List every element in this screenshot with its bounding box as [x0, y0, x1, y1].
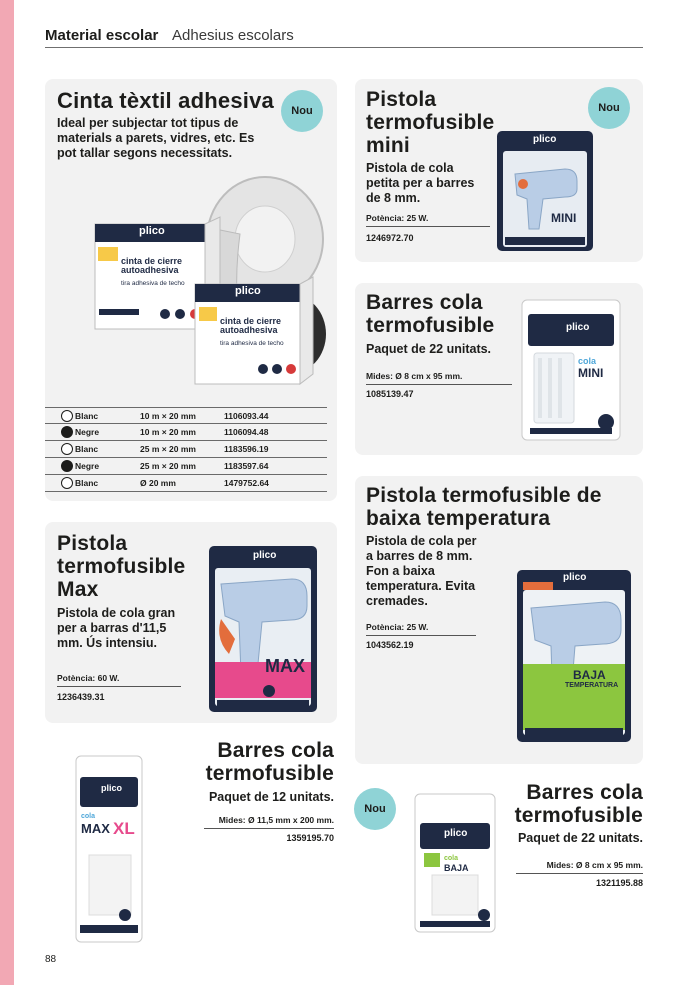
new-badge: Nou: [588, 87, 630, 129]
product-spec: Mides: Ø 8 cm x 95 mm.: [366, 371, 512, 385]
product-title-line1: Barres cola: [366, 291, 483, 314]
variant-code: 1106094.48: [224, 427, 269, 437]
product-title-line3: mini: [366, 134, 410, 157]
brand-logo: plico: [235, 285, 261, 297]
color-swatch-icon: [61, 477, 73, 489]
new-badge: Nou: [281, 90, 323, 132]
brand-logo: plico: [566, 322, 590, 333]
gun-max-package-image: [207, 544, 319, 714]
product-title-line1: Barres cola: [217, 739, 334, 762]
product-title-line2: termofusible: [366, 314, 495, 337]
sticks-max-package-image: [75, 755, 143, 943]
color-swatch-icon: [61, 410, 73, 422]
variant-code: 1479752.64: [224, 478, 269, 488]
brand-logo: plico: [533, 134, 557, 145]
product-title-line2: termofusible: [366, 111, 495, 134]
product-spec: Mides: Ø 11,5 mm x 200 mm.: [204, 815, 334, 829]
variant-row: [45, 475, 327, 492]
product-spec: Potència: 25 W.: [366, 622, 476, 636]
package-label-line2: TEMPERATURA: [565, 682, 619, 689]
product-spec: Mides: Ø 8 cm x 95 mm.: [516, 860, 643, 874]
variant-color: Blanc: [75, 444, 99, 454]
color-swatch-icon: [61, 443, 73, 455]
package-label-line1: BAJA: [573, 668, 606, 682]
brand-logo: plico: [101, 783, 123, 793]
product-title-line2: termofusible: [205, 762, 334, 785]
box-text: cinta de cierre autoadhesiva: [220, 316, 282, 335]
package-label-line3: XL: [113, 819, 135, 838]
product-description: Paquet de 12 unitats.: [208, 790, 334, 804]
gun-low-temp-package-image: [515, 568, 633, 744]
variant-color: Negre: [75, 461, 100, 471]
product-description: Pistola de cola petita per a barres de 8 mm.: [366, 161, 475, 205]
subsection-title: Adhesius escolars: [172, 27, 294, 44]
product-title-line1: Pistola termofusible de: [366, 484, 602, 507]
new-badge: Nou: [354, 788, 396, 830]
gun-mini-package-image: [495, 129, 595, 254]
variant-row: [45, 441, 327, 458]
product-title-line2: baixa temperatura: [366, 507, 551, 530]
product-reference: 1043562.19: [366, 640, 414, 650]
page-number: 88: [45, 954, 57, 965]
variant-size: Ø 20 mm: [140, 478, 176, 488]
product-reference: 1359195.70: [286, 833, 334, 843]
package-label-line1: cola: [81, 813, 96, 820]
brand-logo: plico: [563, 572, 587, 583]
variant-code: 1183596.19: [224, 444, 269, 454]
brand-logo: plico: [253, 550, 277, 561]
package-label: MAX: [265, 656, 305, 676]
variant-row: [45, 458, 327, 475]
product-reference: 1246972.70: [366, 233, 414, 243]
variant-color: Blanc: [75, 411, 99, 421]
box-subtext: tira adhesiva de techo: [121, 280, 185, 287]
product-description: Paquet de 22 unitats.: [517, 831, 643, 845]
product-description: Pistola de cola per a barres de 8 mm. Fon a baixa temperatura. Evita cremades.: [366, 534, 477, 608]
product-card-gun-mini: [355, 79, 643, 262]
velcro-product-image: [65, 169, 330, 389]
package-label-line1: cola: [444, 855, 459, 862]
product-reference: 1321195.88: [595, 878, 643, 888]
variant-color: Negre: [75, 427, 100, 437]
variant-row: [45, 424, 327, 441]
product-reference: 1085139.47: [366, 389, 414, 399]
product-spec: Potència: 60 W.: [57, 673, 181, 687]
package-label-line2: MINI: [578, 366, 604, 380]
variant-size: 10 m × 20 mm: [140, 411, 196, 421]
product-title-line1: Pistola: [57, 532, 128, 555]
brand-logo: plico: [139, 225, 165, 237]
page-header: [45, 26, 643, 48]
box-text: cinta de cierre autoadhesiva: [121, 256, 183, 275]
product-card-sticks-mini: [355, 283, 643, 455]
product-description: Ideal per subjectar tot tipus de materials a parets, vidres, etc. Es pot tallar segons necessitats.: [57, 116, 255, 160]
variant-row: [45, 407, 327, 424]
product-description: Pistola de cola gran per a barras d'11,5 mm. Ús intensiu.: [57, 606, 176, 650]
package-label-line1: cola: [578, 356, 597, 366]
product-title: Cinta tèxtil adhesiva: [57, 88, 274, 113]
brand-logo: plico: [444, 828, 468, 839]
color-swatch-icon: [61, 426, 73, 438]
package-label-line2: BAJA: [444, 863, 469, 873]
product-title-line2: termofusible: [514, 804, 643, 827]
variant-size: 25 m × 20 mm: [140, 461, 196, 471]
sticks-mini-package-image: [520, 298, 622, 443]
product-title-line1: Barres cola: [526, 781, 643, 804]
variant-code: 1106093.44: [224, 411, 269, 421]
product-card-gun-max: [45, 522, 337, 723]
page-edge-strip: [0, 0, 14, 985]
product-spec: Potència: 25 W.: [366, 213, 490, 227]
package-label: MINI: [551, 211, 577, 225]
product-reference: 1236439.31: [57, 692, 105, 702]
product-description: Paquet de 22 unitats.: [366, 342, 492, 356]
product-title-line1: Pistola: [366, 88, 437, 111]
product-title-line2: termofusible: [57, 555, 186, 578]
variants-table: [45, 407, 327, 492]
variant-color: Blanc: [75, 478, 99, 488]
color-swatch-icon: [61, 460, 73, 472]
package-label-line2: MAX: [81, 821, 110, 836]
product-card-gun-low-temp: [355, 476, 643, 764]
variant-code: 1183597.64: [224, 461, 269, 471]
product-title-line3: Max: [57, 578, 99, 601]
section-title: Material escolar: [45, 27, 159, 44]
variant-size: 25 m × 20 mm: [140, 444, 196, 454]
variant-size: 10 m × 20 mm: [140, 427, 196, 437]
box-subtext: tira adhesiva de techo: [220, 340, 284, 347]
